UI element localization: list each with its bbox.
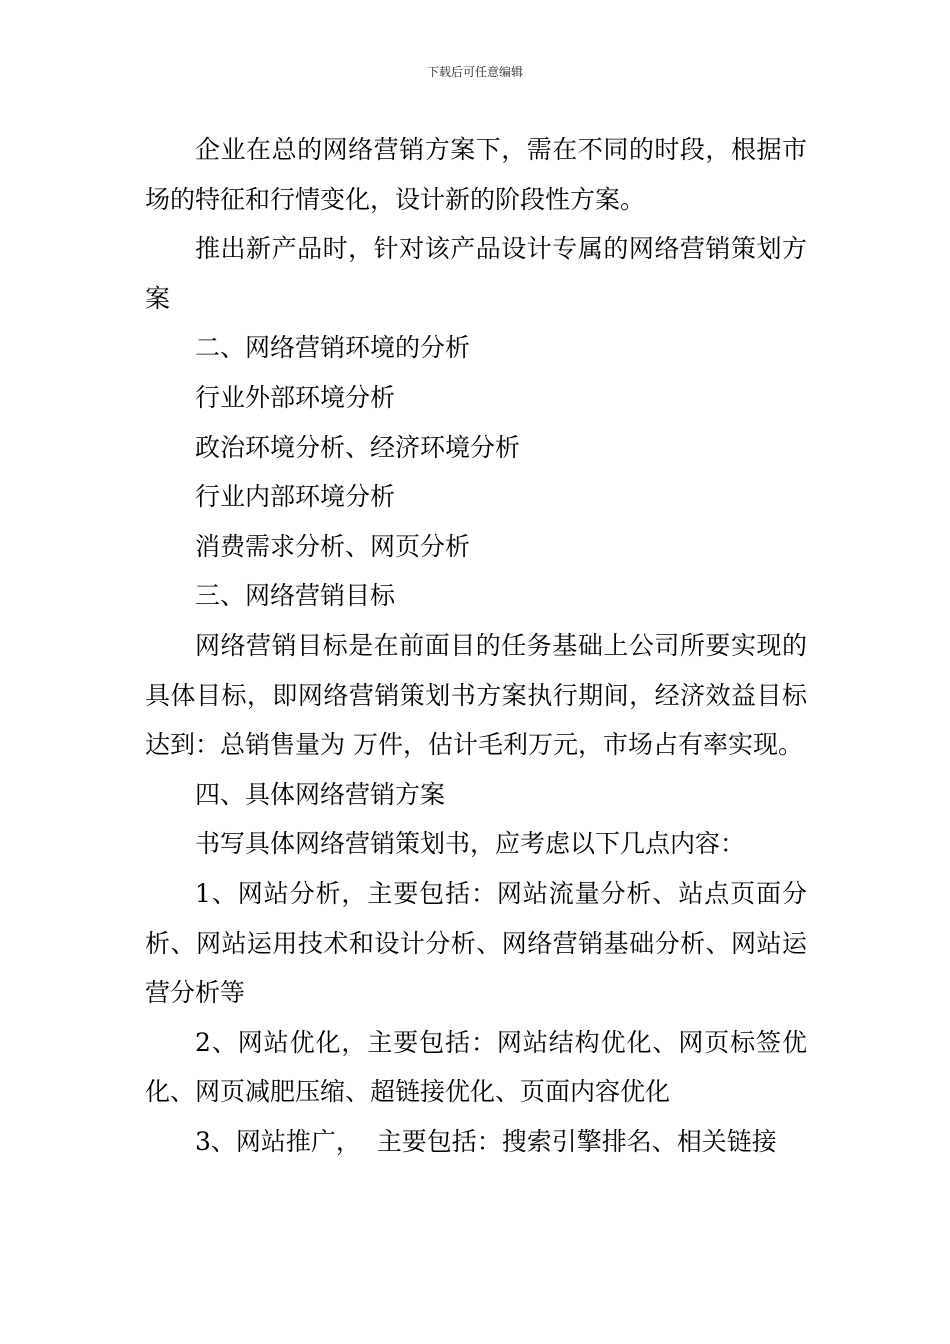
paragraph-plan-considerations: 书写具体网络营销策划书，应考虑以下几点内容： [195,829,746,859]
section-heading-specific-plan: 四、具体网络营销方案 [195,779,446,809]
list-item-consumer-web-analysis: 消费需求分析、网页分析 [195,531,471,561]
paragraph-new-product-plan: 推出新产品时，针对该产品设计专属的网络营销策划方案 [145,234,807,313]
document-body [145,125,807,1166]
section-heading-marketing-goals: 三、网络营销目标 [195,581,396,611]
list-item-website-analysis: 1、网站分析，主要包括：网站流量分析、站点页面分析、网站运用技术和设计分析、网络营销基础分析、网站运营分析等 [145,878,807,1008]
paragraph-phase-plan: 企业在总的网络营销方案下，需在不同的时段，根据市场的特征和行情变化，设计新的阶段性方案。 [145,135,807,214]
section-heading-environment-analysis: 二、网络营销环境的分析 [195,333,471,363]
list-item-website-promotion: 3、网站推广， 主要包括：搜索引擎排名、相关链接 [195,1126,777,1156]
list-item-political-economic: 政治环境分析、经济环境分析 [195,432,521,462]
page-header-note: 下载后可任意编辑 [426,65,523,79]
paragraph-marketing-goals: 网络营销目标是在前面目的任务基础上公司所要实现的具体目标，即网络营销策划书方案执行期间，经济效益目标达到：总销售量为 万件，估计毛利万元，市场占有率实现。 [145,630,807,760]
list-item-internal-environment: 行业内部环境分析 [195,482,396,512]
list-item-external-environment: 行业外部环境分析 [195,382,396,412]
list-item-website-optimization: 2、网站优化，主要包括：网站结构优化、网页标签优化、网页减肥压缩、超链接优化、页面内容优化 [145,1027,807,1107]
